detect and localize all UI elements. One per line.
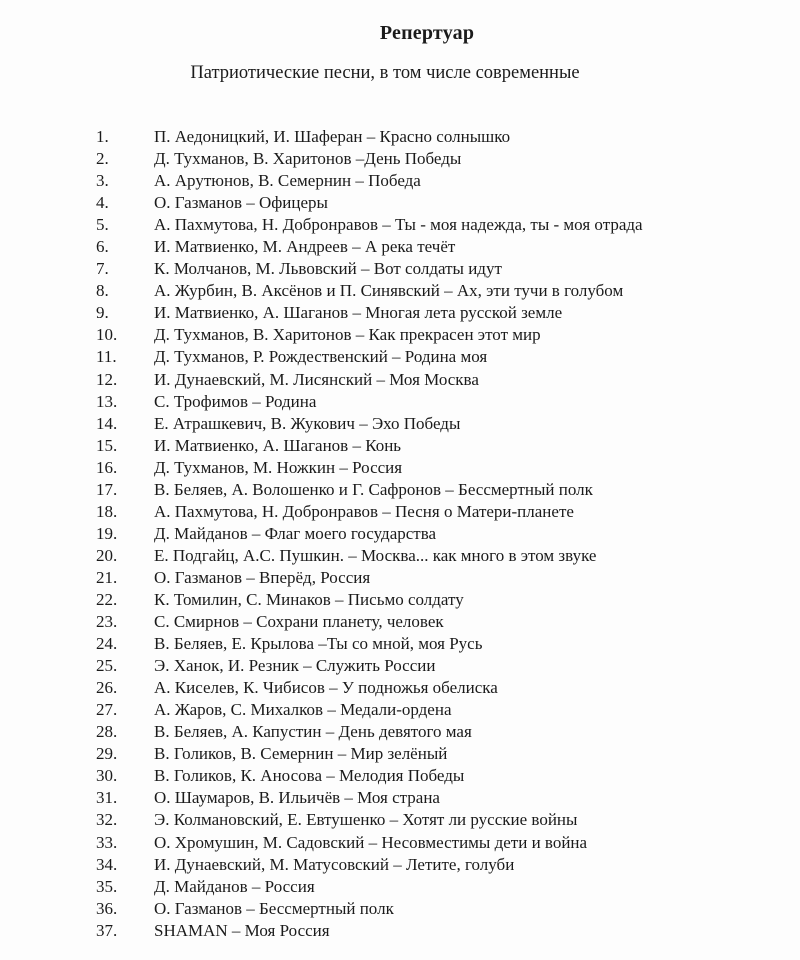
list-item [96, 258, 780, 280]
list-item-text: И. Дунаевский, М. Матусовский – Летите, голуби [154, 854, 515, 874]
list-item-text: В. Беляев, А. Волошенко и Г. Сафронов – Бессмертный полк [154, 479, 593, 499]
list-item-number: 10. [96, 325, 118, 345]
list-item-number: 6. [96, 237, 109, 257]
list-item-number: 7. [96, 259, 109, 279]
list-item [96, 126, 780, 148]
list-item-number: 4. [96, 193, 109, 213]
list-item [96, 787, 780, 809]
list-item [96, 589, 780, 611]
list-item [96, 920, 780, 942]
list-item [96, 324, 780, 346]
list-item-text: Д. Майданов – Россия [154, 876, 315, 896]
list-item-text: А. Жаров, С. Михалков – Медали-ордена [154, 700, 452, 720]
list-item-text: Д. Тухманов, М. Ножкин – Россия [154, 457, 403, 477]
list-item-text: О. Газманов – Вперёд, Россия [154, 567, 371, 587]
list-item-number: 9. [96, 303, 109, 323]
list-item-text: О. Газманов – Офицеры [154, 193, 328, 213]
list-item-text: С. Трофимов – Родина [154, 391, 317, 411]
list-item-number: 5. [96, 215, 109, 235]
list-item-text: Е. Подгайц, А.С. Пушкин. – Москва... как много в этом звуке [154, 545, 597, 565]
list-item [96, 545, 780, 567]
list-item-number: 15. [96, 435, 118, 455]
list-item-text: К. Томилин, С. Минаков – Письмо солдату [154, 589, 464, 609]
list-item [96, 501, 780, 523]
list-item [96, 391, 780, 413]
list-item-text: Д. Майданов – Флаг моего государства [154, 523, 437, 543]
list-item-number: 11. [96, 347, 117, 367]
list-item [96, 677, 780, 699]
song-list [96, 126, 780, 942]
list-item-number: 29. [96, 744, 118, 764]
list-item [96, 633, 780, 655]
list-item-text: И. Матвиенко, М. Андреев – А река течёт [154, 237, 456, 257]
list-item-number: 13. [96, 391, 118, 411]
list-item-text: О. Шаумаров, В. Ильичёв – Моя страна [154, 788, 440, 808]
list-item-text: О. Хромушин, М. Садовский – Несовместимы дети и война [154, 832, 588, 852]
list-item [96, 214, 780, 236]
list-item [96, 721, 780, 743]
list-item [96, 148, 780, 170]
list-item-text: Е. Атрашкевич, В. Жукович – Эхо Победы [154, 413, 461, 433]
list-item-number: 35. [96, 876, 118, 896]
list-item-text: Э. Ханок, И. Резник – Служить России [154, 656, 436, 676]
list-item-number: 25. [96, 656, 118, 676]
document-subtitle: Патриотические песни, в том числе современные [190, 63, 580, 83]
list-item-text: К. Молчанов, М. Львовский – Вот солдаты идут [154, 259, 502, 279]
list-item-text: В. Беляев, А. Капустин – День девятого мая [154, 722, 472, 742]
list-item [96, 743, 780, 765]
list-item-number: 26. [96, 678, 118, 698]
list-item-text: П. Аедоницкий, И. Шаферан – Красно солнышко [154, 127, 511, 146]
list-item-number: 32. [96, 810, 118, 830]
list-item [96, 413, 780, 435]
list-item [96, 809, 780, 831]
list-item-text: Э. Колмановский, Е. Евтушенко – Хотят ли русские войны [154, 810, 578, 830]
list-item-number: 3. [96, 171, 109, 191]
list-item [96, 898, 780, 920]
list-item [96, 346, 780, 368]
list-item-number: 14. [96, 413, 118, 433]
list-item-text: С. Смирнов – Сохрани планету, человек [154, 612, 444, 632]
list-item [96, 435, 780, 457]
document-title: Репертуар [379, 22, 475, 44]
list-item-text: А. Пахмутова, Н. Добронравов – Ты - моя надежда, ты - моя отрада [154, 215, 643, 235]
list-item-number: 30. [96, 766, 118, 786]
list-item-number: 23. [96, 612, 118, 632]
list-item-text: В. Голиков, К. Аносова – Мелодия Победы [154, 766, 465, 786]
list-item-number: 37. [96, 920, 118, 940]
list-item [96, 611, 780, 633]
list-item [96, 523, 780, 545]
list-item-text: О. Газманов – Бессмертный полк [154, 898, 394, 918]
list-item-number: 34. [96, 854, 118, 874]
list-item [96, 192, 780, 214]
list-item-number: 28. [96, 722, 118, 742]
list-item-text: Д. Тухманов, В. Харитонов – Как прекрасен этот мир [154, 325, 541, 345]
list-item [96, 236, 780, 258]
list-item-number: 20. [96, 545, 118, 565]
list-item [96, 876, 780, 898]
list-item-text: А. Пахмутова, Н. Добронравов – Песня о Матери-планете [154, 501, 574, 521]
list-item-number: 1. [96, 127, 109, 146]
list-item-text: А. Журбин, В. Аксёнов и П. Синявский – Ах, эти тучи в голубом [154, 281, 624, 301]
list-item [96, 170, 780, 192]
list-item-number: 36. [96, 898, 118, 918]
list-item-number: 24. [96, 634, 118, 654]
list-item [96, 567, 780, 589]
list-item-number: 22. [96, 589, 118, 609]
list-item [96, 479, 780, 501]
list-item-number: 21. [96, 567, 118, 587]
list-item-text: И. Матвиенко, А. Шаганов – Многая лета русской земле [154, 303, 563, 323]
list-item-number: 31. [96, 788, 118, 808]
list-item [96, 280, 780, 302]
list-item [96, 854, 780, 876]
list-item-text: И. Матвиенко, А. Шаганов – Конь [154, 435, 402, 455]
list-item-number: 33. [96, 832, 118, 852]
list-item-number: 19. [96, 523, 118, 543]
list-item [96, 655, 780, 677]
list-item-number: 18. [96, 501, 118, 521]
list-item-number: 27. [96, 700, 118, 720]
list-item-number: 12. [96, 369, 118, 389]
list-item-text: В. Голиков, В. Семернин – Мир зелёный [154, 744, 448, 764]
list-item-text: В. Беляев, Е. Крылова –Ты со мной, моя Русь [154, 634, 483, 654]
list-item [96, 457, 780, 479]
list-item-text: И. Дунаевский, М. Лисянский – Моя Москва [154, 369, 479, 389]
list-item-number: 8. [96, 281, 109, 301]
list-item [96, 369, 780, 391]
list-item [96, 302, 780, 324]
list-item-text: А. Киселев, К. Чибисов – У подножья обелиска [154, 678, 498, 698]
list-item [96, 699, 780, 721]
list-item-number: 2. [96, 149, 109, 169]
list-item-text: А. Арутюнов, В. Семернин – Победа [154, 171, 421, 191]
list-item-text: Д. Тухманов, В. Харитонов –День Победы [154, 149, 462, 169]
list-item-number: 17. [96, 479, 118, 499]
list-item [96, 832, 780, 854]
list-item-text: Д. Тухманов, Р. Рождественский – Родина моя [154, 347, 488, 367]
list-item-text: SHAMAN – Моя Россия [154, 920, 330, 940]
list-item-number: 16. [96, 457, 118, 477]
list-item [96, 765, 780, 787]
